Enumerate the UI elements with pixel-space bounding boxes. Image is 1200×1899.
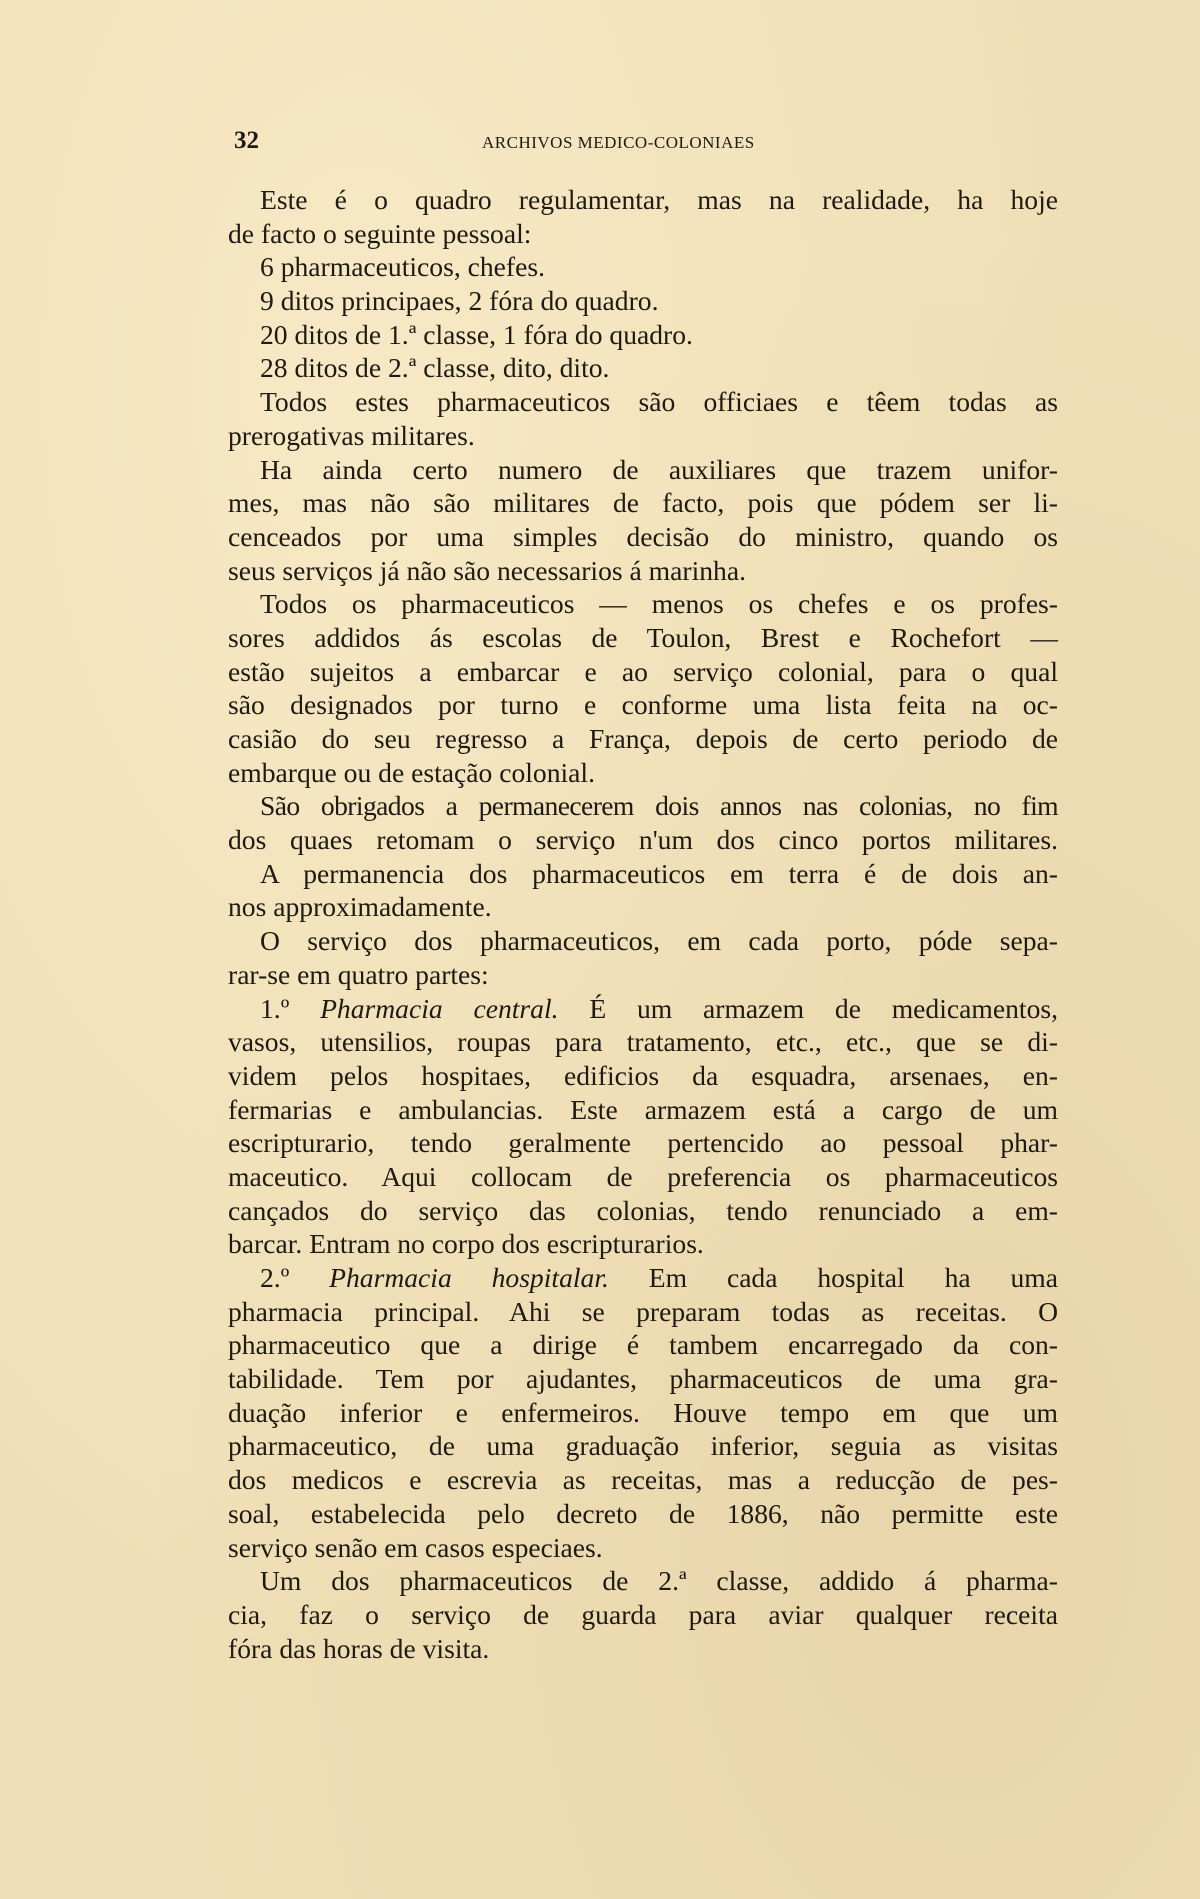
- text-line: cia, faz o serviço de guarda para aviar qualquer receita: [228, 1598, 1058, 1630]
- section-number: 2.º: [260, 1262, 290, 1293]
- text-line: mes, mas não são militares de facto, pois que pódem ser li-: [228, 487, 1058, 519]
- running-title: ARCHIVOS MEDICO-COLONIAES: [482, 133, 755, 152]
- text-line: estão sujeitos a embarcar e ao serviço colonial, para o qual: [228, 655, 1058, 687]
- text-line: videm pelos hospitaes, edificios da esquadra, arsenaes, en-: [228, 1059, 1058, 1091]
- text-line: tabilidade. Tem por ajudantes, pharmaceuticos de uma gra-: [228, 1363, 1058, 1395]
- text-line: A permanencia dos pharmaceuticos em terra é de dois an-: [260, 857, 1058, 889]
- text-line: barcar. Entram no corpo dos escripturarios.: [228, 1228, 704, 1260]
- text-line: dos quaes retomam o serviço n'um dos cinco portos militares.: [228, 824, 1058, 856]
- text-line: soal, estabelecida pelo decreto de 1886, não permitte este: [228, 1497, 1058, 1529]
- text-line: 9 ditos principaes, 2 fóra do quadro.: [260, 285, 659, 317]
- text-line: Todos os pharmaceuticos — menos os chefes e os profes-: [260, 588, 1058, 620]
- text-line: cenceados por uma simples decisão do ministro, quando os: [228, 520, 1058, 552]
- text-line: nos approximadamente.: [228, 891, 492, 923]
- section-title: Pharmacia hospitalar.: [329, 1262, 609, 1293]
- running-head: [228, 127, 1058, 157]
- text-line: O serviço dos pharmaceuticos, em cada porto, póde sepa-: [260, 925, 1058, 957]
- section-number: 1.º: [260, 992, 290, 1024]
- text-run: Em cada hospital ha uma: [648, 1262, 1058, 1293]
- text-line: São obrigados a permanecerem dois annos nas colonias, no fim: [260, 790, 1058, 822]
- section-heading-line: [228, 992, 1058, 1026]
- text-line: maceutico. Aqui collocam de preferencia os pharmaceuticos: [228, 1160, 1058, 1192]
- text-line: Este é o quadro regulamentar, mas na realidade, ha hoje: [260, 184, 1058, 215]
- text-line: sores addidos ás escolas de Toulon, Brest e Rochefort —: [228, 621, 1058, 653]
- text-run: É um armazem de medicamentos,: [589, 992, 1058, 1024]
- text-line: Um dos pharmaceuticos de 2.ª classe, addido á pharma-: [260, 1565, 1058, 1597]
- text-line: serviço senão em casos especiaes.: [228, 1531, 603, 1563]
- text-line: de facto o seguinte pessoal:: [228, 217, 532, 249]
- text-line: duação inferior e enfermeiros. Houve tempo em que um: [228, 1396, 1058, 1428]
- text-line: são designados por turno e conforme uma lista feita na oc-: [228, 689, 1058, 721]
- body-text: [228, 183, 1058, 1665]
- text-line: fóra das horas de visita.: [228, 1632, 490, 1664]
- text-line: fermarias e ambulancias. Este armazem está a cargo de um: [228, 1093, 1058, 1125]
- text-line: 28 ditos de 2.ª classe, dito, dito.: [260, 352, 610, 384]
- section-heading-line: [228, 1261, 1058, 1295]
- book-page: [228, 0, 1058, 1899]
- text-line: Ha ainda certo numero de auxiliares que trazem unifor-: [260, 453, 1058, 485]
- page-number: 32: [234, 127, 259, 154]
- text-line: cançados do serviço das colonias, tendo renunciado a em-: [228, 1194, 1058, 1226]
- text-line: embarque ou de estação colonial.: [228, 756, 595, 788]
- text-line: Todos estes pharmaceuticos são officiaes e têem todas as: [260, 386, 1058, 418]
- text-line: 6 pharmaceuticos, chefes.: [260, 251, 546, 283]
- text-line: pharmacia principal. Ahi se preparam todas as receitas. O: [228, 1295, 1058, 1327]
- text-line: prerogativas militares.: [228, 419, 475, 451]
- text-line: escripturario, tendo geralmente pertencido ao pessoal phar-: [228, 1127, 1058, 1159]
- text-line: vasos, utensilios, roupas para tratamento, etc., etc., que se di-: [228, 1026, 1058, 1058]
- section-title: Pharmacia central.: [320, 992, 559, 1024]
- text-line: seus serviços já não são necessarios á marinha.: [228, 554, 746, 586]
- text-line: dos medicos e escrevia as receitas, mas a reducção de pes-: [228, 1464, 1058, 1496]
- text-line: casião do seu regresso a França, depois de certo periodo de: [228, 723, 1058, 754]
- text-line: pharmaceutico, de uma graduação inferior, seguia as visitas: [228, 1430, 1058, 1462]
- text-line: 20 ditos de 1.ª classe, 1 fóra do quadro.: [260, 318, 693, 350]
- text-line: pharmaceutico que a dirige é tambem encarregado da con-: [228, 1329, 1058, 1361]
- text-line: rar-se em quatro partes:: [228, 958, 489, 990]
